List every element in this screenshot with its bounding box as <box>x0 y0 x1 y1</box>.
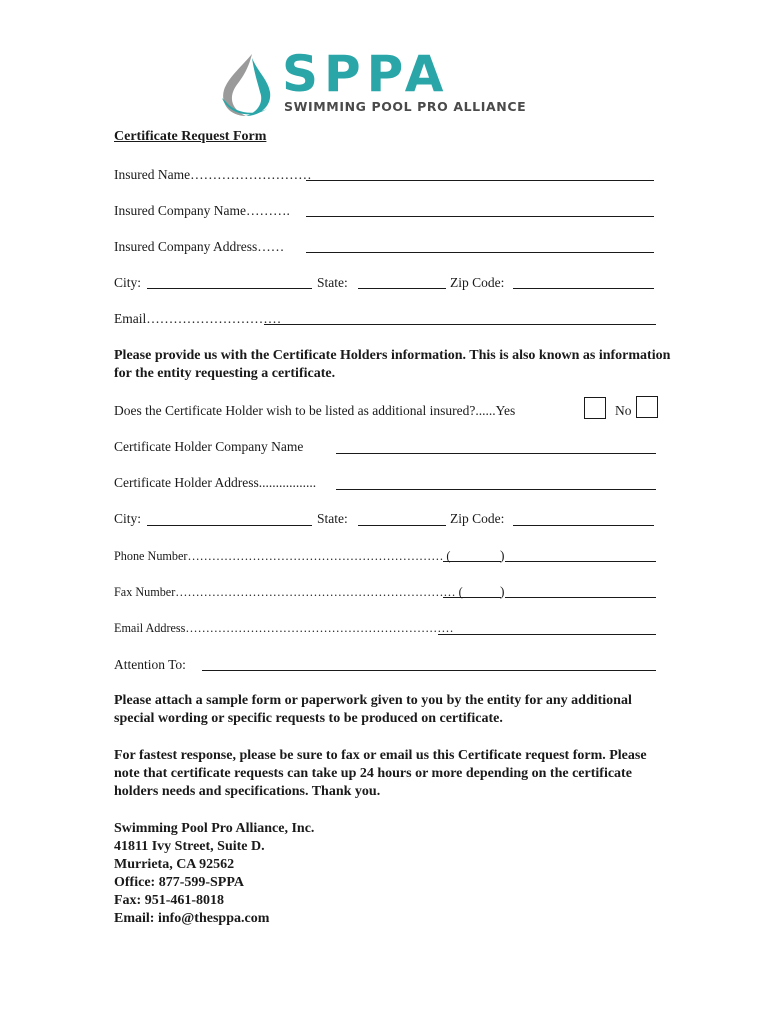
holder-city-field[interactable] <box>147 525 312 526</box>
email-field[interactable] <box>264 324 656 325</box>
no-label: No <box>615 403 632 418</box>
holder-state-field[interactable] <box>358 525 446 526</box>
no-checkbox[interactable] <box>636 396 658 418</box>
email-address-field[interactable] <box>438 634 656 635</box>
city-field[interactable] <box>147 288 312 289</box>
yes-checkbox[interactable] <box>584 397 606 419</box>
email-label: Email………………………… <box>114 311 282 326</box>
contact-street: 41811 Ivy Street, Suite D. <box>114 839 265 854</box>
holders-heading: Please provide us with the Certificate Holders information. This is also known as information for the entity requesting a certificate. <box>114 348 671 381</box>
holder-city-label: City: <box>114 511 142 526</box>
state-field[interactable] <box>358 288 446 289</box>
attention-field[interactable] <box>202 670 656 671</box>
email-address-label: Email Address………………………………………………………… <box>114 621 454 635</box>
holder-company-field[interactable] <box>336 453 656 454</box>
fax-close-paren: ) <box>500 584 505 599</box>
phone-area-code-field[interactable] <box>443 561 501 562</box>
state-label: State: <box>317 275 348 290</box>
holder-address-label: Certificate Holder Address................. <box>114 475 317 490</box>
holder-zip-field[interactable] <box>513 525 654 526</box>
water-drop-icon <box>212 52 282 118</box>
insured-name-label: Insured Name……………………… <box>114 167 312 182</box>
logo-tagline: SWIMMING POOL PRO ALLIANCE <box>284 99 527 114</box>
contact-city: Murrieta, CA 92562 <box>114 857 235 872</box>
additional-insured-question: Does the Certificate Holder wish to be listed as additional insured?......Yes <box>114 403 516 418</box>
phone-number-field[interactable] <box>505 561 656 562</box>
insured-address-label: Insured Company Address…… <box>114 239 285 254</box>
logo-wordmark: SPPA <box>282 45 450 103</box>
form-title: Certificate Request Form <box>114 129 267 144</box>
fastest-response-note: For fastest response, please be sure to fax or email us this Certificate request form. Please note that certificate requests can take up 24 hours or more depending on the certificate holders needs and specifications. Thank you. <box>114 748 647 799</box>
zip-label: Zip Code: <box>450 275 505 290</box>
holder-company-label: Certificate Holder Company Name <box>114 439 304 454</box>
phone-close-paren: ) <box>500 548 505 563</box>
contact-fax: Fax: 951-461-8018 <box>114 893 225 908</box>
zip-field[interactable] <box>513 288 654 289</box>
insured-name-field[interactable] <box>306 180 654 181</box>
fax-number-field[interactable] <box>505 597 656 598</box>
fax-label: Fax Number…………………………………………………………… ( <box>114 585 463 599</box>
city-label: City: <box>114 275 142 290</box>
fax-area-code-field[interactable] <box>443 597 501 598</box>
holder-zip-label: Zip Code: <box>450 511 505 526</box>
holder-state-label: State: <box>317 511 348 526</box>
attach-note: Please attach a sample form or paperwork given to you by the entity for any additional special wording or specific requests to be produced on certificate. <box>114 693 632 726</box>
contact-office-phone: Office: 877-599-SPPA <box>114 875 244 890</box>
insured-company-field[interactable] <box>306 216 654 217</box>
contact-email[interactable]: Email: info@thesppa.com <box>114 911 270 926</box>
insured-company-label: Insured Company Name………. <box>114 203 290 218</box>
attention-label: Attention To: <box>114 657 186 672</box>
insured-address-field[interactable] <box>306 252 654 253</box>
sppa-logo <box>212 45 557 118</box>
phone-label: Phone Number……………………………………………………… ( <box>114 549 451 563</box>
holder-address-field[interactable] <box>336 489 656 490</box>
contact-company: Swimming Pool Pro Alliance, Inc. <box>114 821 315 836</box>
